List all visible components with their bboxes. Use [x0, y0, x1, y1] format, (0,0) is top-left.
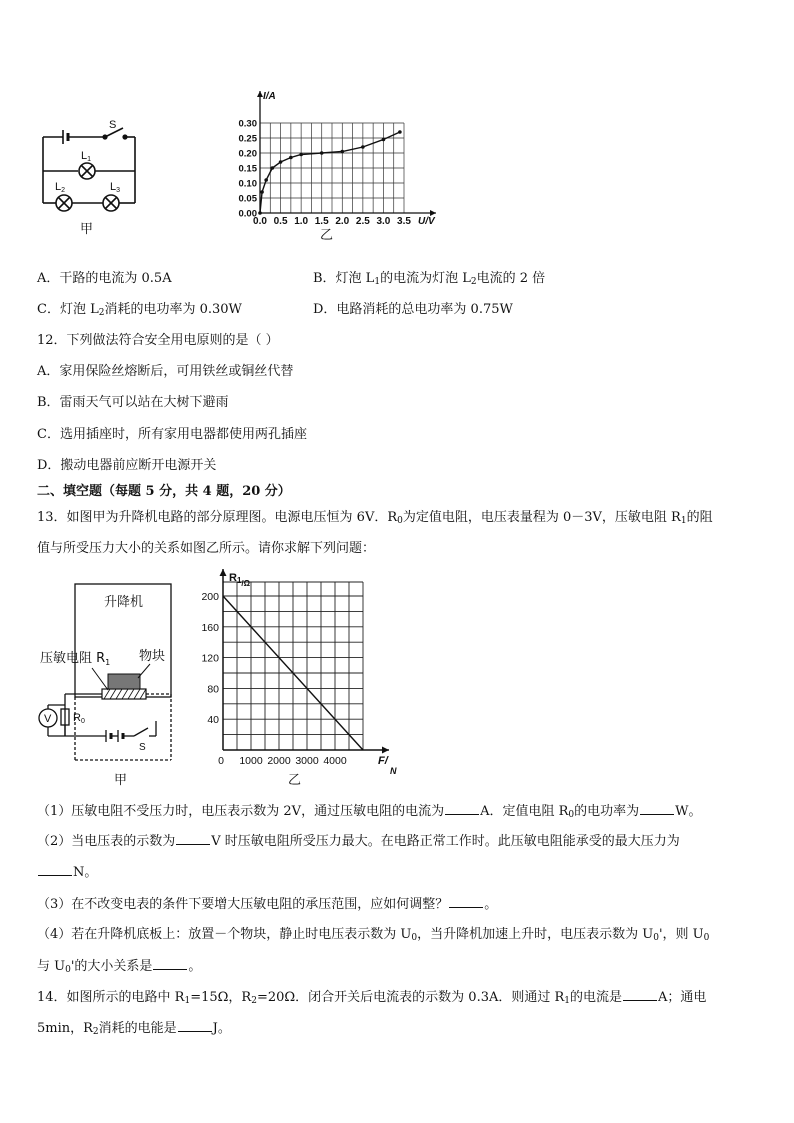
x-tick-label: 1.5: [314, 216, 329, 227]
q13-part2: （2）当电压表的示数为 V 时压敏电阻所受压力最大。在电路正常工作时。此压敏电阻能承受的最大压力为: [37, 834, 680, 849]
figure-caption-jia: 甲: [80, 222, 94, 237]
y-axis-arrow: [220, 569, 227, 576]
figure-caption-jia-q13: 甲: [114, 773, 128, 788]
q13-stem-line2: 值与所受压力大小的关系如图乙所示。请你求解下列问题：: [37, 541, 376, 556]
q13-part4: （4）若在升降机底板上：放置－个物块，静止时电压表示数为 $U_0$，当升降机加速上升时，电压表示数为 $U_0'$，则 $U_0$: [37, 927, 710, 943]
chart-caption-yi: 乙: [320, 228, 334, 243]
y-tick-label: 120: [201, 652, 219, 665]
q11-option-b: B．灯泡 $L_1$的电流为灯泡 $L_2$电流的 2 倍: [313, 271, 546, 287]
q13-part2-line2: N。: [37, 863, 97, 882]
iu-data-point: [340, 150, 344, 154]
x-tick-label: 2.5: [355, 216, 370, 227]
q12-stem: 12．下列做法符合安全用电原则的是（ ）: [37, 333, 279, 348]
y-tick-label: 80: [207, 683, 219, 696]
r1-f-chart: [196, 565, 411, 790]
x-tick-label: 2.0: [335, 216, 350, 227]
y-tick-label: 160: [201, 621, 219, 634]
y-tick-label: 0.05: [238, 193, 257, 205]
x-tick-label: 3.0: [376, 216, 391, 227]
x-tick-label: 0: [218, 755, 224, 767]
x-tick-label: 1000: [239, 755, 263, 767]
r0-label: R0: [73, 712, 85, 725]
q13-part1: （1）压敏电阻不受压力时，电压表示数为 2V，通过压敏电阻的电流为 A．定值电阻 $R_0$的电功率为 W。: [37, 804, 702, 820]
iu-curve: [260, 132, 400, 213]
q11-option-c: C．灯泡 $L_2$消耗的电功率为 0.30W: [37, 302, 242, 318]
x-axis-unit: N: [390, 766, 397, 776]
x-tick-label: 2000: [267, 755, 291, 767]
answer-blank[interactable]: [449, 895, 483, 908]
q14-line1: 14．如图所示的电路中 $R_1=15\Omega$，$R_2=20\Omega$．闭合开关后电流表的示数为 0.3A．则通过 $R_1$的电流是 A；通电: [37, 990, 707, 1006]
y-tick-label: 40: [207, 714, 219, 727]
iu-data-point: [382, 138, 386, 142]
answer-blank[interactable]: [153, 957, 187, 970]
answer-blank[interactable]: [178, 1019, 212, 1032]
lamp-l3-label: L3: [110, 181, 121, 194]
y-axis-label: I/A: [263, 91, 276, 102]
y-tick-label: 0.20: [238, 148, 257, 160]
x-tick-label: 3000: [295, 755, 319, 767]
x-tick-label: 0.0: [253, 216, 267, 227]
q13-part4-line2: 与 $U_0'$的大小关系是 。: [37, 959, 202, 975]
x-tick-label: 0.5: [273, 216, 288, 227]
x-axis-label: U/V: [418, 216, 435, 227]
answer-blank[interactable]: [640, 802, 674, 815]
x-tick-label: 4000: [323, 755, 347, 767]
q11-option-d: D．电路消耗的总电功率为 0.75W: [313, 302, 513, 317]
q12-option-b: B．雷雨天气可以站在大树下避雨: [37, 395, 229, 410]
iu-data-point: [279, 160, 283, 164]
iu-data-point: [260, 190, 264, 194]
y-tick-label: 0.10: [238, 178, 257, 190]
chart-caption-yi-q13: 乙: [288, 773, 302, 788]
circuit-diagram-top: [35, 115, 155, 240]
y-tick-label: 0.00: [238, 208, 257, 220]
lamp-l2-label: L2: [55, 181, 66, 194]
answer-blank[interactable]: [623, 988, 657, 1001]
x-axis-arrow: [382, 747, 389, 754]
y-tick-label: 200: [201, 591, 219, 603]
elevator-circuit-diagram: [38, 578, 188, 793]
q12-option-d: D．搬动电器前应断开电源开关: [37, 458, 217, 473]
iu-data-point: [320, 151, 324, 155]
iu-chart: [222, 85, 452, 245]
block-label: 物块: [139, 649, 166, 664]
switch-label: S: [109, 119, 117, 131]
y-tick-label: 0.15: [238, 163, 257, 175]
q14-line2: 5min，$R_2$消耗的电能是 J。: [37, 1021, 231, 1037]
y-axis-label: $R1_{/\Omega}$: [229, 572, 251, 588]
q12-option-c: C．选用插座时，所有家用电器都使用两孔插座: [37, 427, 307, 442]
section-heading-fill-in: 二、填空题（每题 5 分，共 4 题，20 分）: [37, 484, 291, 499]
iu-data-point: [398, 130, 402, 134]
iu-data-point: [299, 153, 303, 157]
switch-s-label: S: [139, 742, 146, 753]
iu-data-point: [258, 211, 262, 215]
q11-option-a: A．干路的电流为 0.5A: [37, 271, 172, 286]
y-tick-label: 0.30: [238, 118, 257, 130]
y-tick-label: 0.25: [238, 133, 257, 145]
q13-stem-line1: 13．如图甲为升降机电路的部分原理图。电源电压恒为 6V．$R_0$为定值电阻，电压表量程为 0－3V，压敏电阻 $R_1$的阻: [37, 510, 713, 526]
iu-data-point: [361, 145, 365, 149]
x-axis-label: F/: [378, 755, 388, 767]
q12-option-a: A．家用保险丝熔断后，可用铁丝或铜丝代替: [37, 364, 294, 379]
answer-blank[interactable]: [445, 802, 479, 815]
x-tick-label: 1.0: [294, 216, 309, 227]
iu-data-point: [289, 156, 293, 160]
pressure-sensor-label: 压敏电阻 $R_1$: [40, 651, 111, 667]
elevator-box-title: 升降机: [104, 595, 144, 610]
answer-blank[interactable]: [38, 863, 72, 876]
lamp-l1-label: L1: [81, 150, 92, 163]
voltmeter-label: V: [44, 713, 52, 725]
x-tick-label: 3.5: [397, 216, 411, 227]
iu-data-point: [271, 166, 275, 170]
iu-data-point: [264, 178, 268, 182]
answer-blank[interactable]: [176, 832, 210, 845]
q13-part3: （3）在不改变电表的条件下要增大压敏电阻的承压范围，应如何调整？ 。: [37, 897, 498, 912]
